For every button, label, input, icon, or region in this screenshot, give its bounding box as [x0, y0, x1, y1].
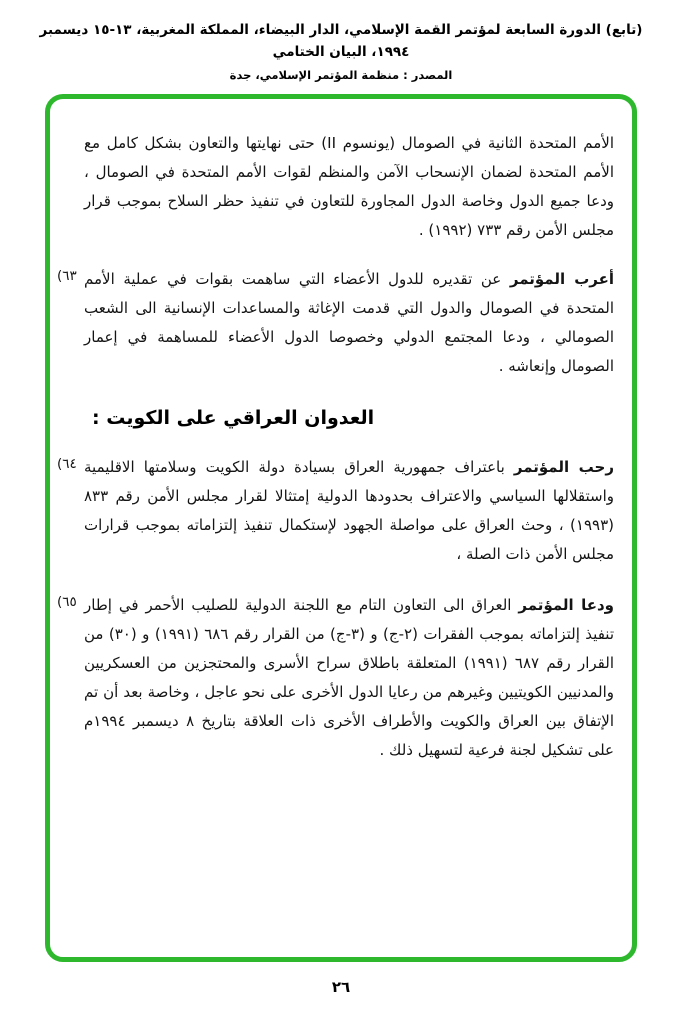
- item-text-64: باعتراف جمهورية العراق بسيادة دولة الكويت وسلامتها الاقليمية واستقلالها السياسي والاعتراف بحدودها الدولية إمتثالا لقرار مجلس الأمن رقم ٨٣٣ (١٩٩٣) ، وحث العراق على مواصلة الجهود لإستكمال تنفيذ إلتزاماته بموجب قرارات مجلس الأمن ذات الصلة ،: [84, 458, 614, 564]
- item-text-65: العراق الى التعاون التام مع اللجنة الدولية للصليب الأحمر في إطار تنفيذ إلتزاماته بموجب الفقرات (٢-ج) و (٣-ج) من القرار رقم ٦٨٦ (١٩٩١) و (٣٠) من القرار رقم ٦٨٧ (١٩٩١) المتعلقة باطلاق سراح الأسرى والمحتجزين من العسكريين والمدنيين الكويتيين وغيرهم من رعايا الدول الأخرى على نحو عاجل ، وخاصة بعد أن تم الإتفاق بين العراق والكويت والأطراف الأخرى ذات العلاقة بتاريخ ٨ ديسمبر ١٩٩٤م على تشكيل لجنة فرعية لتسهيل ذلك .: [84, 596, 614, 760]
- item-paragraph-63: [84, 265, 614, 381]
- document-header: [0, 0, 682, 82]
- item-text-63: عن تقديره للدول الأعضاء التي ساهمت بقوات في عملية الأمم المتحدة في الصومال والدول التي قدمت الإغاثة والمساعدات الإنسانية الى الشعب الصومالي ، ودعا المجتمع الدولي وخصوصا الدول الأعضاء للمساهمة في إعمار الصومال وإنعاشه .: [84, 270, 614, 376]
- numbered-item-63: [57, 265, 614, 381]
- item-number-63: (٦٣: [57, 268, 77, 285]
- numbered-item-65: [57, 591, 614, 765]
- page-number: ٢٦: [331, 978, 351, 997]
- header-source: المصدر : منظمة المؤتمر الإسلامي، جدة: [229, 68, 453, 83]
- item-lead-64: رحب المؤتمر: [513, 458, 614, 477]
- item-number-64: (٦٤: [57, 456, 77, 473]
- intro-paragraph: الأمم المتحدة الثانية في الصومال (يونسوم II) حتى نهايتها والتعاون بشكل كامل مع الأمم المتحدة لضمان الإنسحاب الآمن والمنظم لقوات الأمم المتحدة في الصومال ، ودعا جميع الدول وخاصة الدول المجاورة للتعاون في تنفيذ حظر السلاح بموجب قرار مجلس الأمن رقم ٧٣٣ (١٩٩٢) .: [84, 134, 614, 240]
- document-footer: [0, 978, 682, 996]
- item-lead-65: ودعا المؤتمر: [518, 596, 614, 615]
- numbered-item-64: [57, 453, 614, 569]
- section-heading-iraqi-aggression: العدوان العراقي على الكويت :: [92, 407, 375, 430]
- item-number-65: (٦٥: [57, 594, 77, 611]
- item-lead-63: أعرب المؤتمر: [509, 270, 614, 289]
- item-paragraph-64: [84, 453, 614, 569]
- content-frame: [45, 94, 637, 962]
- item-paragraph-65: [84, 591, 614, 765]
- header-title: (تابع) الدورة السابعة لمؤتمر القمة الإسلامي، الدار البيضاء، المملكة المغربية، ١٣-١٥ ديسمبر ١٩٩٤، البيان الختامي: [39, 22, 643, 60]
